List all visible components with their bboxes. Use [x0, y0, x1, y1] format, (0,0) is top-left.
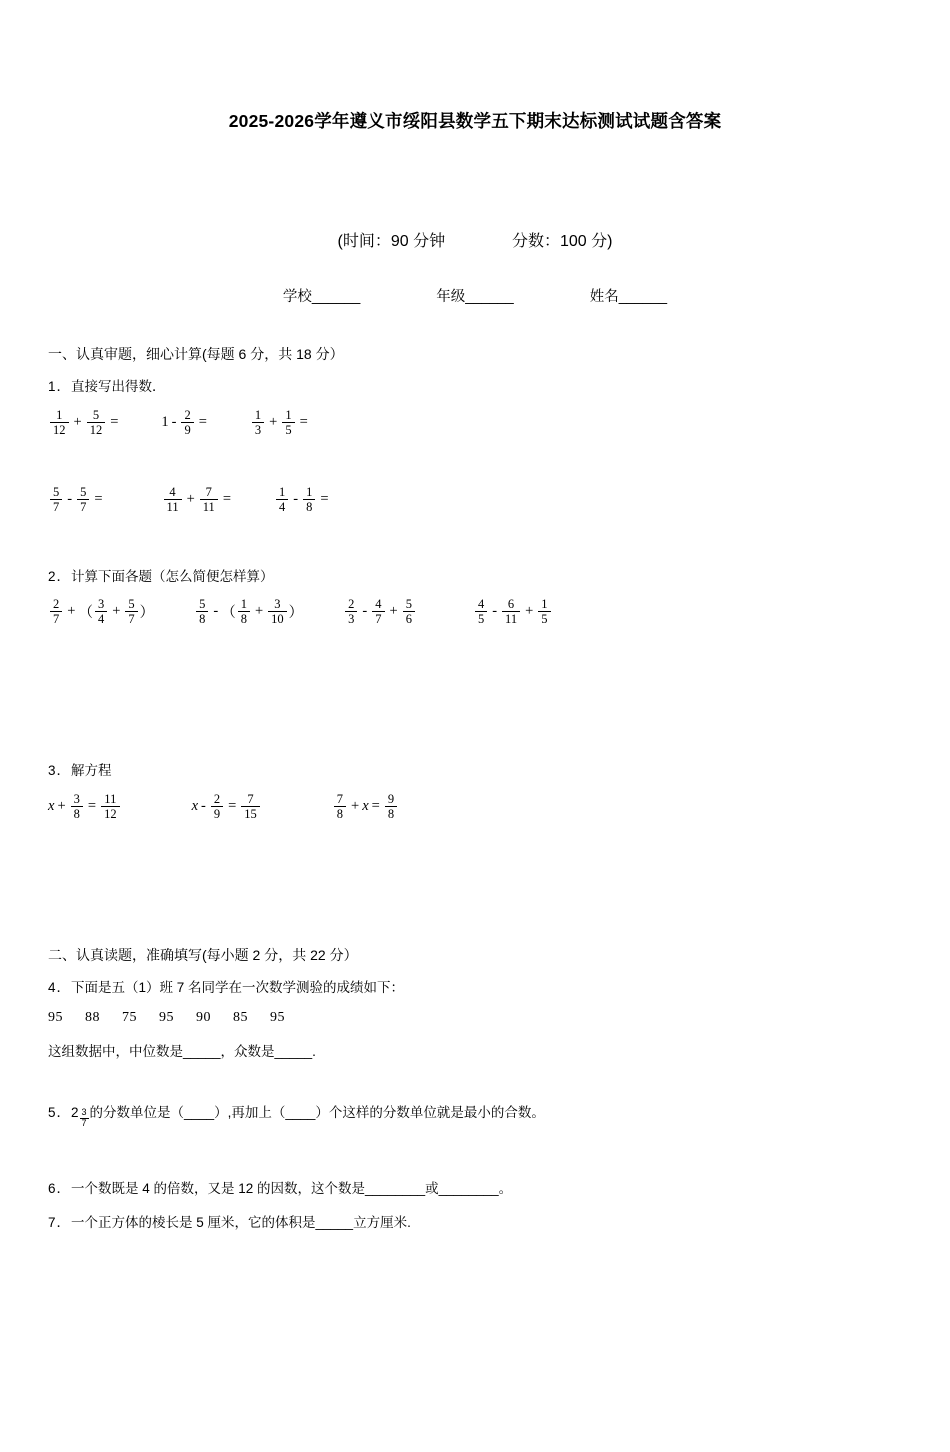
score-value: 85: [233, 1010, 248, 1026]
expr-1-5: $\frac{4}{11}$ + $\frac{7}{11}$ =: [162, 485, 234, 514]
question-2-number: 2．: [48, 568, 72, 584]
exam-info: [48, 228, 902, 251]
question-5-fraction: $\frac{3}{7}$: [81, 1107, 87, 1128]
score-value: 95: [48, 1010, 63, 1026]
exam-score: 分数：100 分): [512, 233, 613, 250]
section-heading-1: 一、认真审题，细心计算(每题 6 分，共 18 分）: [48, 346, 344, 362]
question-7-text: 一个正方体的棱长是 5 厘米，它的体积是_____立方厘米.: [71, 1214, 411, 1230]
question-1-number: 1．: [48, 379, 72, 394]
expr-2-4: $\frac{4}{5}$ - $\frac{6}{11}$ + $\frac{1}{5}$: [473, 597, 553, 626]
expr-2-1: $\frac{2}{7}$ + （ $\frac{3}{4}$ + $\frac{5}{7}$ ）: [48, 597, 154, 626]
question-5-number: 5．: [48, 1105, 72, 1121]
question-2-text: 计算下面各题（怎么简便怎样算）: [71, 568, 274, 584]
question-1-row-1: [48, 408, 902, 437]
question-5-text-after: 的分数单位是（____）,再加上（____）个这样的分数单位就是最小的合数。: [89, 1105, 545, 1121]
question-4-text: 下面是五（1）班 7 名同学在一次数学测验的成绩如下：: [71, 979, 405, 995]
question-2-exprs: [48, 597, 902, 626]
question-3-text: 解方程: [71, 763, 112, 779]
question-1: [48, 376, 902, 398]
expr-2-2: $\frac{5}{8}$ - （ $\frac{1}{8}$ + $\frac{3}{10}$ ）: [194, 597, 303, 626]
question-4-scores: [48, 1010, 902, 1026]
grade-field: 年级______: [436, 289, 514, 305]
exam-time: (时间：90 分钟: [337, 233, 446, 250]
equation-3-2: x - $\frac{2}{9}$ = $\frac{7}{15}$: [192, 792, 262, 821]
question-2: [48, 566, 902, 588]
question-5: [48, 1102, 902, 1128]
question-6: [48, 1178, 902, 1200]
question-6-number: 6．: [48, 1181, 72, 1197]
identity-line: [48, 285, 902, 306]
question-3: [48, 760, 902, 782]
question-5-text-before: 2: [71, 1105, 79, 1121]
question-7: [48, 1212, 902, 1234]
page-title: 2025-2026学年遵义市绥阳县数学五下期末达标测试试题含答案: [228, 111, 722, 131]
expr-1-2: 1 - $\frac{2}{9}$ =: [161, 407, 207, 437]
score-value: 88: [85, 1010, 100, 1026]
name-field: 姓名______: [589, 289, 668, 305]
score-value: 75: [122, 1010, 137, 1026]
question-6-text: 一个数既是 4 的倍数，又是 12 的因数，这个数是________或________。: [71, 1181, 513, 1197]
question-1-text: 直接写出得数．: [71, 379, 166, 394]
score-value: 95: [159, 1010, 174, 1026]
question-4: [48, 977, 902, 999]
question-3-number: 3．: [48, 763, 72, 779]
expr-1-6: $\frac{1}{4}$ - $\frac{1}{8}$ =: [274, 485, 332, 514]
question-7-number: 7．: [48, 1214, 72, 1230]
expr-1-4: $\frac{5}{7}$ - $\frac{5}{7}$ =: [48, 485, 106, 514]
school-field: 学校______: [282, 289, 361, 305]
score-value: 95: [270, 1010, 285, 1026]
question-4-number: 4．: [48, 979, 72, 995]
question-4-followup: 这组数据中，中位数是_____，众数是_____.: [48, 1044, 316, 1060]
equation-3-1: x + $\frac{3}{8}$ = $\frac{11}{12}$: [48, 792, 122, 821]
expr-2-3: $\frac{2}{3}$ - $\frac{4}{7}$ + $\frac{5}{6}$: [343, 597, 417, 626]
score-value: 90: [196, 1010, 211, 1026]
question-3-equations: [48, 792, 902, 821]
expr-1-1: $\frac{1}{12}$ + $\frac{5}{12}$ =: [48, 408, 121, 437]
question-1-row-2: [48, 485, 902, 514]
equation-3-3: $\frac{7}{8}$ + x = $\frac{9}{8}$: [332, 792, 399, 821]
expr-1-3: $\frac{1}{3}$ + $\frac{1}{5}$ =: [250, 408, 311, 437]
exam-page: [0, 108, 950, 1452]
section-heading-2: 二、认真读题，准确填写(每小题 2 分，共 22 分）: [48, 946, 358, 963]
